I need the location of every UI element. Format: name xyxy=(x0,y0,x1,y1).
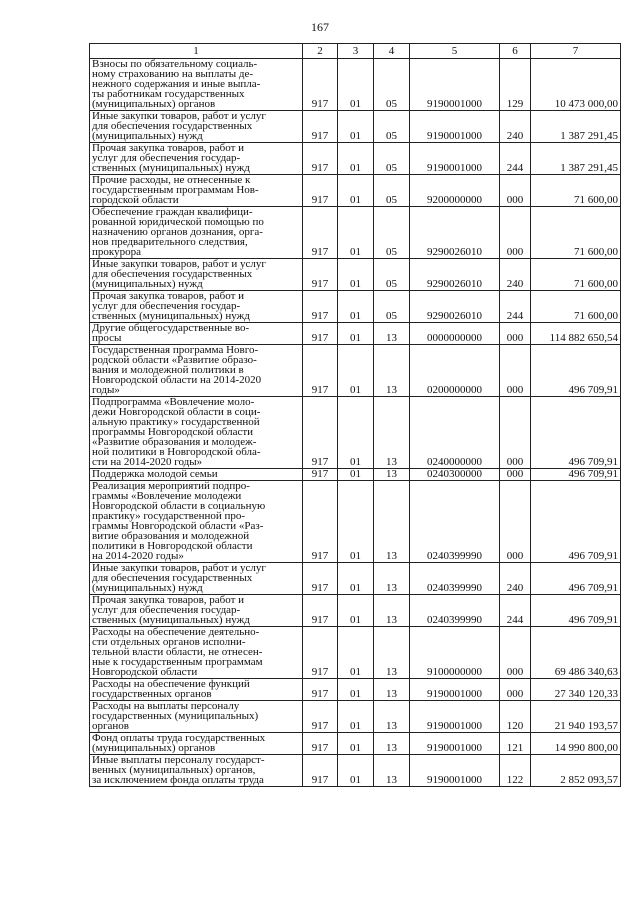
subsection-code: 05 xyxy=(374,259,410,291)
expense-type-code: 000 xyxy=(500,679,531,701)
expense-type-code: 240 xyxy=(500,111,531,143)
table-row xyxy=(90,481,621,563)
target-article-code: 0240399990 xyxy=(410,481,500,563)
subsection-code: 05 xyxy=(374,175,410,207)
section-code: 01 xyxy=(338,469,374,481)
section-code: 01 xyxy=(338,323,374,345)
amount: 496 709,91 xyxy=(531,345,621,397)
amount: 496 709,91 xyxy=(531,481,621,563)
section-code: 01 xyxy=(338,175,374,207)
amount: 14 990 800,00 xyxy=(531,733,621,755)
ministry-code: 917 xyxy=(303,397,338,469)
expense-type-code: 000 xyxy=(500,627,531,679)
target-article-code: 9290026010 xyxy=(410,207,500,259)
amount: 1 387 291,45 xyxy=(531,111,621,143)
ministry-code: 917 xyxy=(303,291,338,323)
expense-type-code: 244 xyxy=(500,143,531,175)
table-row xyxy=(90,627,621,679)
amount: 10 473 000,00 xyxy=(531,59,621,111)
subsection-code: 13 xyxy=(374,755,410,787)
amount: 2 852 093,57 xyxy=(531,755,621,787)
target-article-code: 9190001000 xyxy=(410,755,500,787)
ministry-code: 917 xyxy=(303,111,338,143)
subsection-code: 13 xyxy=(374,733,410,755)
section-code: 01 xyxy=(338,143,374,175)
table-row xyxy=(90,175,621,207)
section-code: 01 xyxy=(338,59,374,111)
section-code: 01 xyxy=(338,259,374,291)
amount: 1 387 291,45 xyxy=(531,143,621,175)
section-code: 01 xyxy=(338,481,374,563)
target-article-code: 0240399990 xyxy=(410,563,500,595)
table-row xyxy=(90,323,621,345)
target-article-code: 0240300000 xyxy=(410,469,500,481)
table-row xyxy=(90,143,621,175)
expense-type-code: 240 xyxy=(500,259,531,291)
target-article-code: 9290026010 xyxy=(410,291,500,323)
ministry-code: 917 xyxy=(303,595,338,627)
subsection-code: 13 xyxy=(374,345,410,397)
amount: 21 940 193,57 xyxy=(531,701,621,733)
ministry-code: 917 xyxy=(303,481,338,563)
expense-type-code: 000 xyxy=(500,207,531,259)
target-article-code: 9190001000 xyxy=(410,143,500,175)
header-col-1: 1 xyxy=(90,44,303,59)
target-article-code: 9100000000 xyxy=(410,627,500,679)
row-name: Прочая закупка товаров, работ и услуг для обеспечения государ- ственных (муниципальных) нужд xyxy=(90,143,303,175)
row-name: Государственная программа Новго- родской области «Развитие образо- вания и молодежной политики в Новгородской области на 2014-2020 годы» xyxy=(90,345,303,397)
ministry-code: 917 xyxy=(303,345,338,397)
section-code: 01 xyxy=(338,595,374,627)
section-code: 01 xyxy=(338,397,374,469)
row-name: Обеспечение граждан квалифици- рованной юридической помощью по назначению органов дознания, орга- нов предварительного следствия, прокурора xyxy=(90,207,303,259)
table-row xyxy=(90,701,621,733)
header-col-7: 7 xyxy=(531,44,621,59)
section-code: 01 xyxy=(338,679,374,701)
amount: 71 600,00 xyxy=(531,207,621,259)
subsection-code: 05 xyxy=(374,111,410,143)
subsection-code: 13 xyxy=(374,701,410,733)
row-name: Иные закупки товаров, работ и услуг для обеспечения государственных (муниципальных) нужд xyxy=(90,111,303,143)
table-row xyxy=(90,679,621,701)
subsection-code: 13 xyxy=(374,627,410,679)
section-code: 01 xyxy=(338,755,374,787)
expense-type-code: 120 xyxy=(500,701,531,733)
subsection-code: 13 xyxy=(374,469,410,481)
expense-type-code: 129 xyxy=(500,59,531,111)
subsection-code: 13 xyxy=(374,679,410,701)
section-code: 01 xyxy=(338,701,374,733)
expense-type-code: 240 xyxy=(500,563,531,595)
row-name: Прочая закупка товаров, работ и услуг для обеспечения государ- ственных (муниципальных) нужд xyxy=(90,595,303,627)
section-code: 01 xyxy=(338,345,374,397)
header-col-2: 2 xyxy=(303,44,338,59)
row-name: Прочие расходы, не отнесенные к государственным программам Нов- городской области xyxy=(90,175,303,207)
row-name: Расходы на выплаты персоналу государственных (муниципальных) органов xyxy=(90,701,303,733)
section-code: 01 xyxy=(338,291,374,323)
header-col-4: 4 xyxy=(374,44,410,59)
subsection-code: 05 xyxy=(374,207,410,259)
target-article-code: 9190001000 xyxy=(410,701,500,733)
target-article-code: 0240399990 xyxy=(410,595,500,627)
amount: 496 709,91 xyxy=(531,563,621,595)
row-name: Другие общегосударственные во- просы xyxy=(90,323,303,345)
row-name: Подпрограмма «Вовлечение моло- дежи Новгородской области в соци- альную практику» государственной программы Новгородской области «Развитие образования и молодеж- ной политики в Новгородской обла- сти на 2014-2020 годы» xyxy=(90,397,303,469)
subsection-code: 05 xyxy=(374,291,410,323)
table-row xyxy=(90,291,621,323)
page-number: 167 xyxy=(311,20,329,34)
row-name: Поддержка молодой семьи xyxy=(90,469,303,481)
row-name: Расходы на обеспечение функций государственных органов xyxy=(90,679,303,701)
header-col-3: 3 xyxy=(338,44,374,59)
header-col-5: 5 xyxy=(410,44,500,59)
ministry-code: 917 xyxy=(303,207,338,259)
target-article-code: 9190001000 xyxy=(410,59,500,111)
ministry-code: 917 xyxy=(303,469,338,481)
expense-type-code: 000 xyxy=(500,397,531,469)
table-row xyxy=(90,755,621,787)
expense-type-code: 244 xyxy=(500,595,531,627)
ministry-code: 917 xyxy=(303,143,338,175)
expense-type-code: 000 xyxy=(500,175,531,207)
subsection-code: 13 xyxy=(374,323,410,345)
target-article-code: 9190001000 xyxy=(410,733,500,755)
ministry-code: 917 xyxy=(303,175,338,207)
section-code: 01 xyxy=(338,111,374,143)
ministry-code: 917 xyxy=(303,627,338,679)
table-row xyxy=(90,397,621,469)
expense-type-code: 000 xyxy=(500,481,531,563)
budget-table xyxy=(89,43,621,787)
row-name: Расходы на обеспечение деятельно- сти отдельных органов исполни- тельной власти области, не отнесен- ные к государственным программам Новгородской области xyxy=(90,627,303,679)
ministry-code: 917 xyxy=(303,701,338,733)
row-name: Прочая закупка товаров, работ и услуг для обеспечения государ- ственных (муниципальных) нужд xyxy=(90,291,303,323)
expense-type-code: 122 xyxy=(500,755,531,787)
subsection-code: 13 xyxy=(374,481,410,563)
ministry-code: 917 xyxy=(303,323,338,345)
subsection-code: 05 xyxy=(374,59,410,111)
table-row xyxy=(90,563,621,595)
expense-type-code: 000 xyxy=(500,323,531,345)
expense-type-code: 121 xyxy=(500,733,531,755)
table-row xyxy=(90,345,621,397)
ministry-code: 917 xyxy=(303,755,338,787)
amount: 71 600,00 xyxy=(531,291,621,323)
table-row xyxy=(90,207,621,259)
amount: 496 709,91 xyxy=(531,595,621,627)
target-article-code: 9190001000 xyxy=(410,111,500,143)
amount: 496 709,91 xyxy=(531,397,621,469)
row-name: Реализация мероприятий подпро- граммы «Вовлечение молодежи Новгородской области в социальную практику» государственной про- граммы Новгородской области «Раз- витие образования и молодежной политики в Новгородской области на 2014-2020 годы» xyxy=(90,481,303,563)
amount: 496 709,91 xyxy=(531,469,621,481)
section-code: 01 xyxy=(338,563,374,595)
header-row xyxy=(90,44,621,59)
row-name: Иные выплаты персоналу государст- венных (муниципальных) органов, за исключением фонда оплаты труда xyxy=(90,755,303,787)
subsection-code: 13 xyxy=(374,563,410,595)
target-article-code: 9200000000 xyxy=(410,175,500,207)
expense-type-code: 000 xyxy=(500,469,531,481)
expense-type-code: 244 xyxy=(500,291,531,323)
ministry-code: 917 xyxy=(303,563,338,595)
ministry-code: 917 xyxy=(303,59,338,111)
row-name: Иные закупки товаров, работ и услуг для обеспечения государственных (муниципальных) нужд xyxy=(90,259,303,291)
table-row xyxy=(90,59,621,111)
subsection-code: 13 xyxy=(374,595,410,627)
row-name: Иные закупки товаров, работ и услуг для обеспечения государственных (муниципальных) нужд xyxy=(90,563,303,595)
header-col-6: 6 xyxy=(500,44,531,59)
subsection-code: 13 xyxy=(374,397,410,469)
target-article-code: 9190001000 xyxy=(410,679,500,701)
row-name: Взносы по обязательному социаль- ному страхованию на выплаты де- нежного содержания и иные выпла- ты работникам государственных (муниципальных) органов xyxy=(90,59,303,111)
table-row xyxy=(90,111,621,143)
table-row xyxy=(90,733,621,755)
section-code: 01 xyxy=(338,627,374,679)
amount: 71 600,00 xyxy=(531,259,621,291)
target-article-code: 0000000000 xyxy=(410,323,500,345)
target-article-code: 0200000000 xyxy=(410,345,500,397)
ministry-code: 917 xyxy=(303,259,338,291)
section-code: 01 xyxy=(338,733,374,755)
ministry-code: 917 xyxy=(303,733,338,755)
table-row xyxy=(90,469,621,481)
section-code: 01 xyxy=(338,207,374,259)
expense-type-code: 000 xyxy=(500,345,531,397)
amount: 69 486 340,63 xyxy=(531,627,621,679)
table-row xyxy=(90,595,621,627)
target-article-code: 0240000000 xyxy=(410,397,500,469)
row-name: Фонд оплаты труда государственных (муниципальных) органов xyxy=(90,733,303,755)
amount: 71 600,00 xyxy=(531,175,621,207)
amount: 114 882 650,54 xyxy=(531,323,621,345)
target-article-code: 9290026010 xyxy=(410,259,500,291)
amount: 27 340 120,33 xyxy=(531,679,621,701)
table-row xyxy=(90,259,621,291)
subsection-code: 05 xyxy=(374,143,410,175)
ministry-code: 917 xyxy=(303,679,338,701)
